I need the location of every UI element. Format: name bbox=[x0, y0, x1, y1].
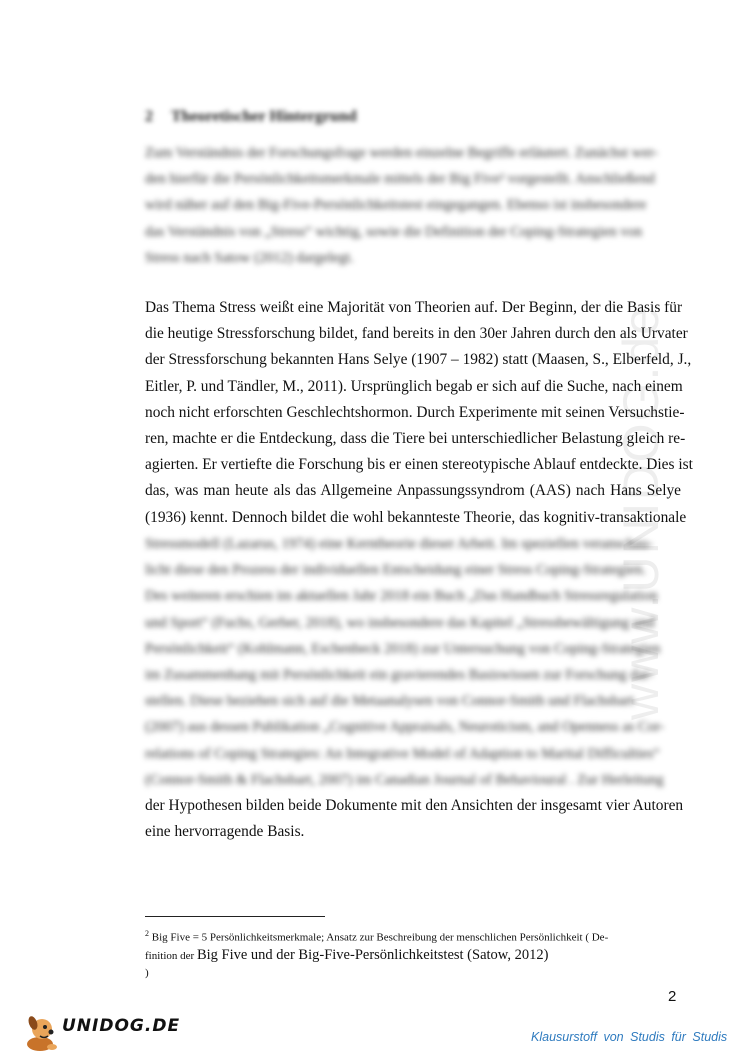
text-line: (2007) aus dessen Publikation „Cognitive Appraisals, Neuroticism, and Openness as Cor- bbox=[145, 719, 665, 736]
text-line: stellen. Diese beziehen sich auf die Metaanalysen von Connor-Smith und Flachsbart bbox=[145, 693, 634, 710]
footnote bbox=[145, 925, 681, 982]
text-line: der Hypothesen bilden beide Dokumente mit den Ansichten der insgesamt vier Autoren bbox=[145, 797, 684, 814]
section-title: Theoretischer Hintergrund bbox=[171, 108, 357, 125]
footnote-text: ) bbox=[145, 966, 149, 979]
text-line: noch nicht erforschten Geschlechtshormon. Durch Experimente mit seinen Versuchstie- bbox=[145, 403, 685, 421]
main-paragraph-top bbox=[145, 295, 693, 531]
text-line: Stressmodell (Lazarus, 1974) eine Kerntheorie dieser Arbeit. Im speziellen veranschau- bbox=[145, 536, 653, 552]
footnote-marker: 2 bbox=[145, 929, 149, 938]
text-line: licht diese den Prozess der individuellen Entscheidung einer Stress Coping-Strategien. bbox=[145, 562, 646, 579]
text-line: relations of Coping Strategies: An Integrative Model of Adaption to Marital Difficulties“ bbox=[145, 745, 660, 762]
text-line: Das Thema Stress weißt eine Majorität von Theorien auf. Der Beginn, der die Basis für bbox=[145, 299, 683, 316]
text-line: (1936) kennt. Dennoch bildet die wohl bekannteste Theorie, das kognitiv-transaktionale bbox=[145, 508, 687, 526]
section-number: 2 bbox=[145, 108, 153, 125]
text-line: im Zusammenhang mit Persönlichkeit ein gravierendes Basiswissen zur Forschung dar- bbox=[145, 667, 654, 684]
text-line: Persönlichkeit“ (Kohlmann, Eschenbeck 2018) zur Untersuchung von Coping-Strategien bbox=[145, 640, 661, 657]
main-paragraph-blurred bbox=[145, 531, 681, 793]
text-line: agierten. Er vertiefte die Forschung bis er einen stereotypische Ablauf entdeckte. Dies ist bbox=[145, 456, 693, 474]
text-line: der Stressforschung bekannten Hans Selye (1907 – 1982) statt (Maasen, S., Elberfeld, J., bbox=[145, 351, 692, 369]
text-line: den hierfür die Persönlichkeitsmerkmale mittels der Big Five² vorgestellt. Anschließend bbox=[145, 171, 655, 188]
intro-paragraph-blurred bbox=[145, 140, 681, 271]
tagline: Klausurstoff von Studis für Studis bbox=[531, 1030, 728, 1044]
footnote-separator bbox=[145, 916, 325, 917]
unidog-logo[interactable] bbox=[22, 1014, 181, 1054]
text-line: (Connor-Smith & Flachsbart, 2007) im Canadian Journal of Behavioural . Zur Herleitung bbox=[145, 771, 664, 788]
footnote-text: finition der bbox=[145, 949, 197, 962]
text-line: und Sport“ (Fuchs, Gerber, 2018), wo insbesondere das Kapitel „Stressbewältigung und bbox=[145, 614, 655, 631]
main-paragraph-bottom bbox=[145, 793, 684, 845]
footnote-text: Big Five = 5 Persönlichkeitsmerkmale; Ansatz zur Beschreibung der menschlichen Persönlichkeit ( De- bbox=[149, 931, 609, 944]
text-line: das Verständnis von „Stress“ wichtig, sowie die Definition der Coping-Strategien von bbox=[145, 223, 643, 240]
text-line: Stress nach Satow (2012) dargelegt. bbox=[145, 249, 354, 266]
text-line: Eitler, P. und Tändler, M., 2011). Ursprünglich begab er sich auf die Suche, nach einem bbox=[145, 377, 683, 395]
watermark: www.UNIDOG.de bbox=[613, 305, 669, 720]
footnote-text: Big Five und der Big-Five-Persönlichkeitstest (Satow, 2012) bbox=[196, 946, 549, 963]
text-line: eine hervorragende Basis. bbox=[145, 823, 305, 841]
text-line: ren, machte er die Entdeckung, dass die Tiere bei unterschiedlicher Belastung gleich re- bbox=[145, 430, 686, 448]
section-heading bbox=[145, 108, 357, 126]
text-line: Zum Verständnis der Forschungsfrage werden einzelne Begriffe erläutert. Zunächst wer- bbox=[145, 145, 658, 161]
text-line: wird näher auf den Big-Five-Persönlichkeitstest eingegangen. Ebenso ist insbesondere bbox=[145, 197, 647, 214]
text-line: Des weiteren erschien im aktuellen Jahr 2018 ein Buch „Das Handbuch Stressregulation bbox=[145, 588, 658, 605]
page-number: 2 bbox=[668, 988, 677, 1005]
text-line: das, was man heute als das Allgemeine Anpassungssyndrom (AAS) nach Hans Selye bbox=[145, 482, 681, 500]
text-line: die heutige Stressforschung bildet, fand bereits in den 30er Jahren durch den als Urvater bbox=[145, 325, 688, 343]
logo-text: UNIDOG.DE bbox=[62, 1016, 181, 1036]
dog-icon bbox=[22, 1014, 62, 1054]
